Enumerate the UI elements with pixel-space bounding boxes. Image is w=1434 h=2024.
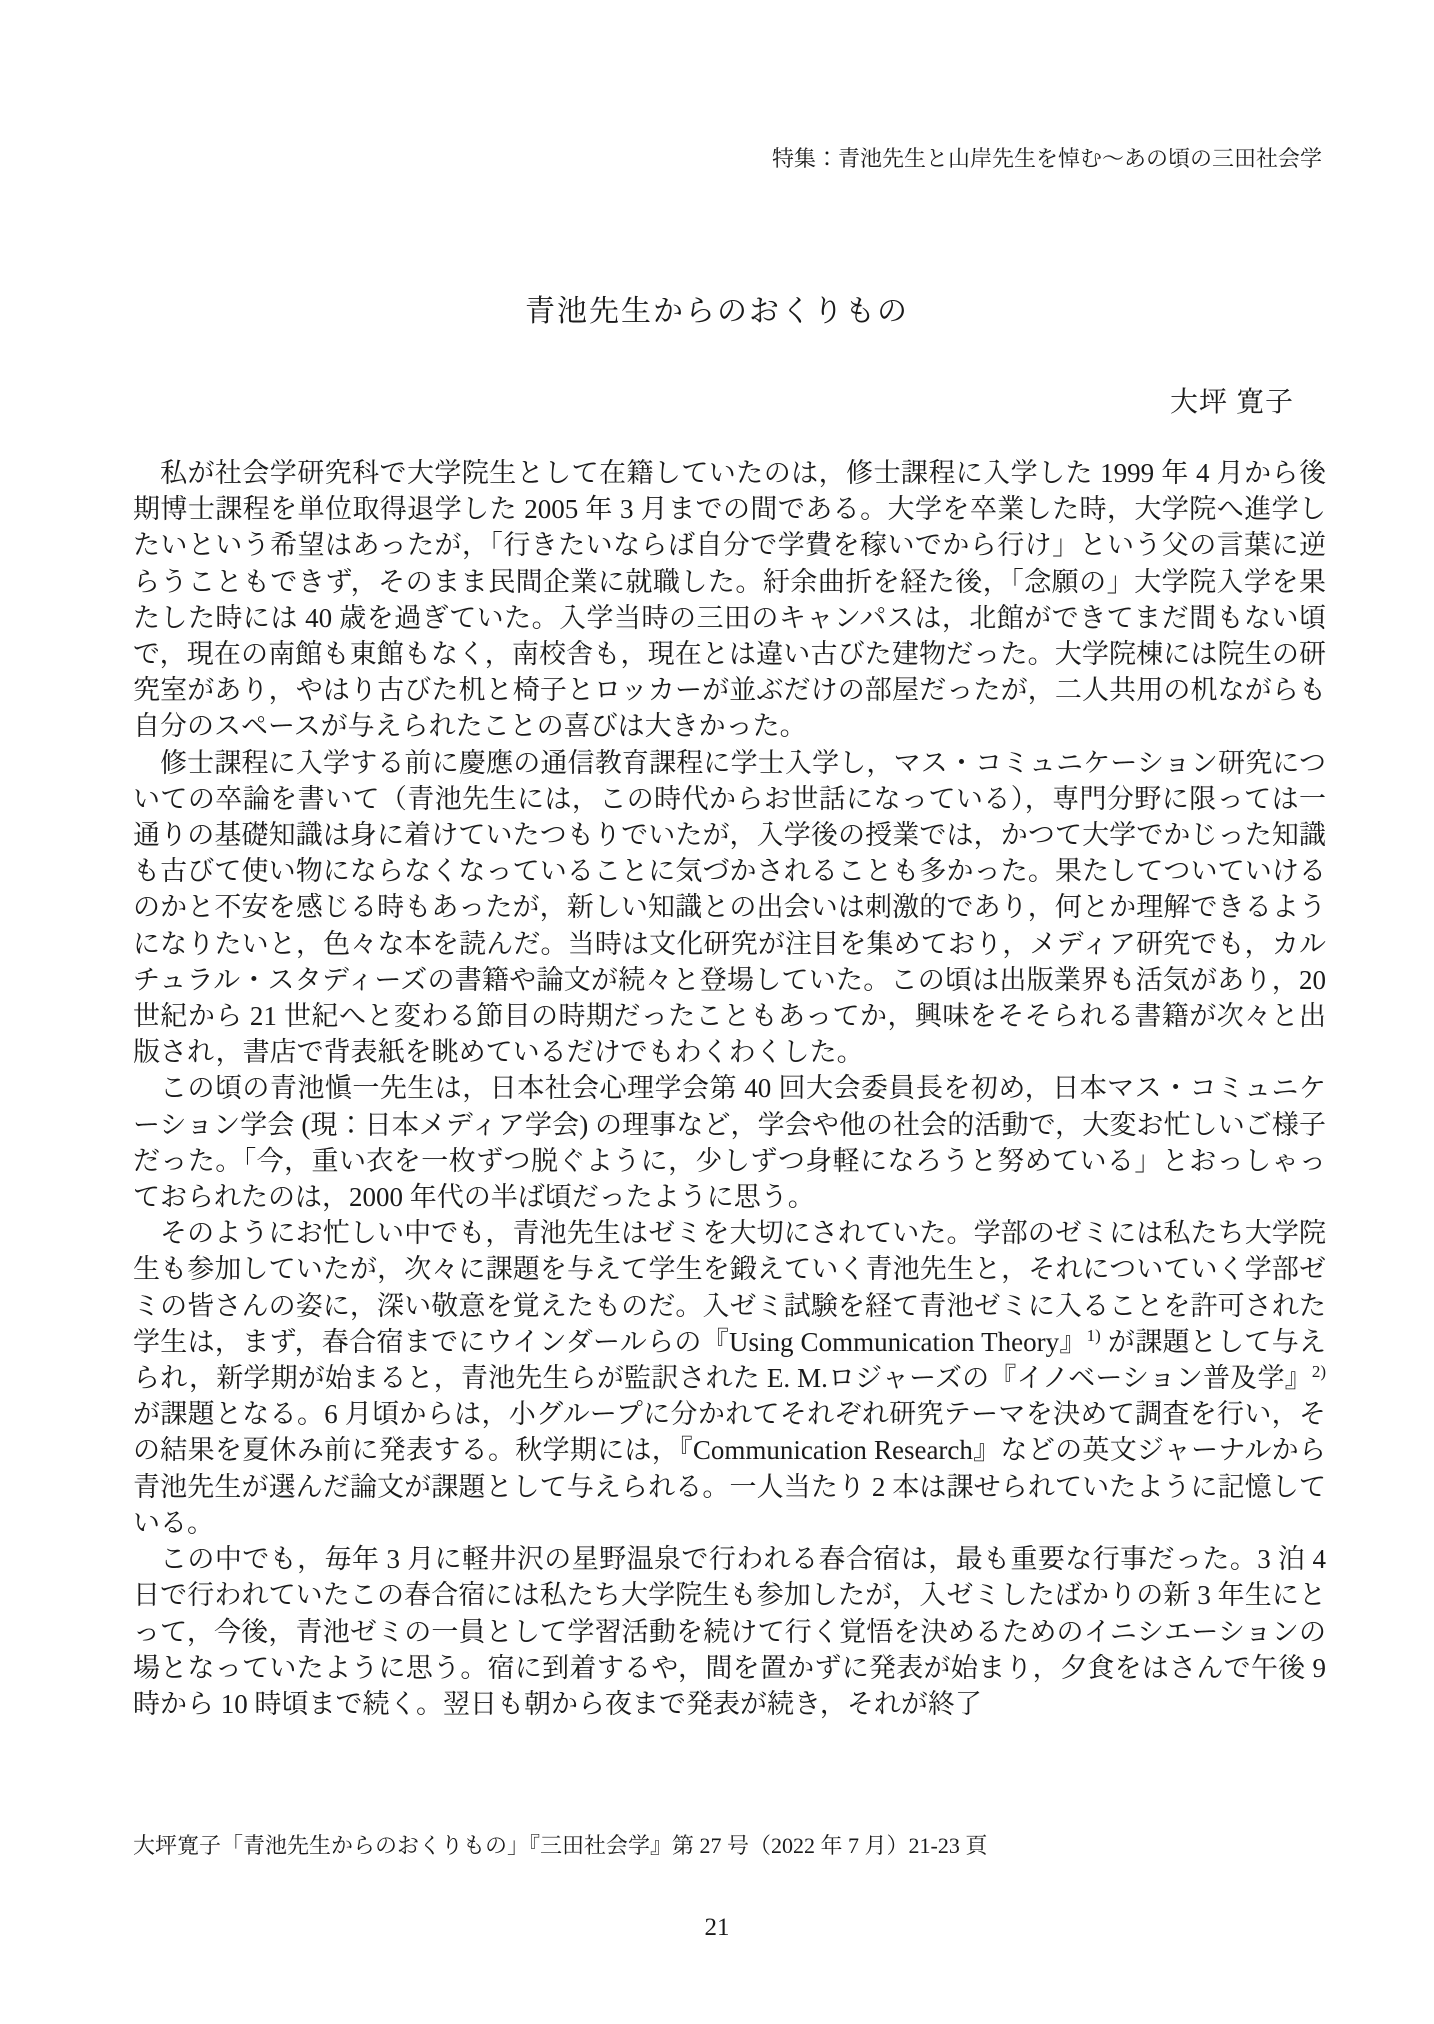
paragraph-text: 修士課程に入学する前に慶應の通信教育課程に学士入学し，マス・コミュニケーション研究についての卒論を書いて（青池先生には，この時代からお世話になっている），専門分野に限っては一通りの基礎知識は身に着けていたつもりでいたが，入学後の授業では，かつて大学でかじった知識も古びて使い物にならなくなっていることに気づかされることも多かった。果たしてついていけるのかと不安を感じる時もあったが，新しい知識との出会いは刺激的であり，何とか理解できるようになりたいと，色々な本を読んだ。当時は文化研究が注目を集めており，メディア研究でも，カルチュラル・スタディーズの書籍や論文が続々と登場していた。この頃は出版業界も活気があり，20 世紀から 21 世紀へと変わる節目の時期だったこともあってか，興味をそそられる書籍が次々と出版され，書店で背表紙を眺めているだけでもわくわくした。 [133, 747, 1326, 1068]
body-paragraph [133, 1070, 1326, 1215]
footnote-marker: 1) [1086, 1325, 1101, 1345]
paragraph-text: この中でも，毎年 3 月に軽井沢の星野温泉で行われる春合宿は，最も重要な行事だった。3 泊 4 日で行われていたこの春合宿には私たち大学院生も参加したが，入ゼミしたばかりの新 3 年生にとって，今後，青池ゼミの一員として学習活動を続けて行く覚悟を決めるためのイニシエーションの場となっていたように思う。宿に到着するや，間を置かずに発表が始まり，夕食をはさんで午後 9 時から 10 時頃まで続く。翌日も朝から夜まで発表が続き，それが終了 [133, 1544, 1326, 1719]
author-name: 大坪 寛子 [1169, 387, 1294, 418]
footnote-marker: 2) [1311, 1362, 1326, 1382]
body-paragraph [133, 745, 1326, 1071]
article-title: 青池先生からのおくりもの [525, 295, 909, 328]
paragraph-text: が課題として与えられ，新学期が始まると，青池先生らが監訳された E. M.ロジャーズの『イノベーション普及学』 [133, 1326, 1326, 1394]
paragraph-text: この頃の青池愼一先生は，日本社会心理学会第 40 回大会委員長を初め，日本マス・コミュニケーション学会 (現：日本メディア学会) の理事など，学会や他の社会的活動で，大変お忙しいご様子だった。「今，重い衣を一枚ずつ脱ぐように，少しずつ身軽になろうと努めている」とおっしゃっておられたのは，2000 年代の半ば頃だったように思う。 [133, 1073, 1326, 1213]
body-paragraph [133, 1541, 1326, 1722]
special-feature-header: 特集：青池先生と山岸先生を悼む～あの頃の三田社会学 [771, 146, 1322, 171]
body-paragraph [133, 455, 1326, 745]
article-body [133, 455, 1326, 1722]
page-number: 21 [704, 1914, 730, 1941]
footer-citation: 大坪寛子「青池先生からのおくりもの」『三田社会学』第 27 号（2022 年 7 月）21-23 頁 [133, 1833, 988, 1858]
paragraph-text: が課題となる。6 月頃からは，小グループに分かれてそれぞれ研究テーマを決めて調査を行い，その結果を夏休み前に発表する。秋学期には，『Communication Research』などの英文ジャーナルから青池先生が選んだ論文が課題として与えられる。一人当たり 2 本は課せられていたように記憶している。 [133, 1399, 1326, 1538]
body-paragraph [133, 1215, 1326, 1541]
paragraph-text: そのようにお忙しい中でも，青池先生はゼミを大切にされていた。学部のゼミには私たち大学院生も参加していたが，次々に課題を与えて学生を鍛えていく青池先生と，それについていく学部ゼミの皆さんの姿に，深い敬意を覚えたものだ。入ゼミ試験を経て青池ゼミに入ることを許可された学生は，まず，春合宿までにウインダールらの『Using Communication Theory』 [133, 1218, 1326, 1357]
paragraph-text: 私が社会学研究科で大学院生として在籍していたのは，修士課程に入学した 1999 年 4 月から後期博士課程を単位取得退学した 2005 年 3 月までの間である。大学を卒業した時，大学院へ進学したいという希望はあったが，「行きたいならば自分で学費を稼いでから行け」という父の言葉に逆らうこともできず，そのまま民間企業に就職した。紆余曲折を経た後，「念願の」大学院入学を果たした時には 40 歳を過ぎていた。入学当時の三田のキャンパスは，北館ができてまだ間もない頃で，現在の南館も東館もなく，南校舎も，現在とは違い古びた建物だった。大学院棟には院生の研究室があり，やはり古びた机と椅子とロッカーが並ぶだけの部屋だったが，二人共用の机ながらも自分のスペースが与えられたことの喜びは大きかった。 [133, 458, 1326, 742]
